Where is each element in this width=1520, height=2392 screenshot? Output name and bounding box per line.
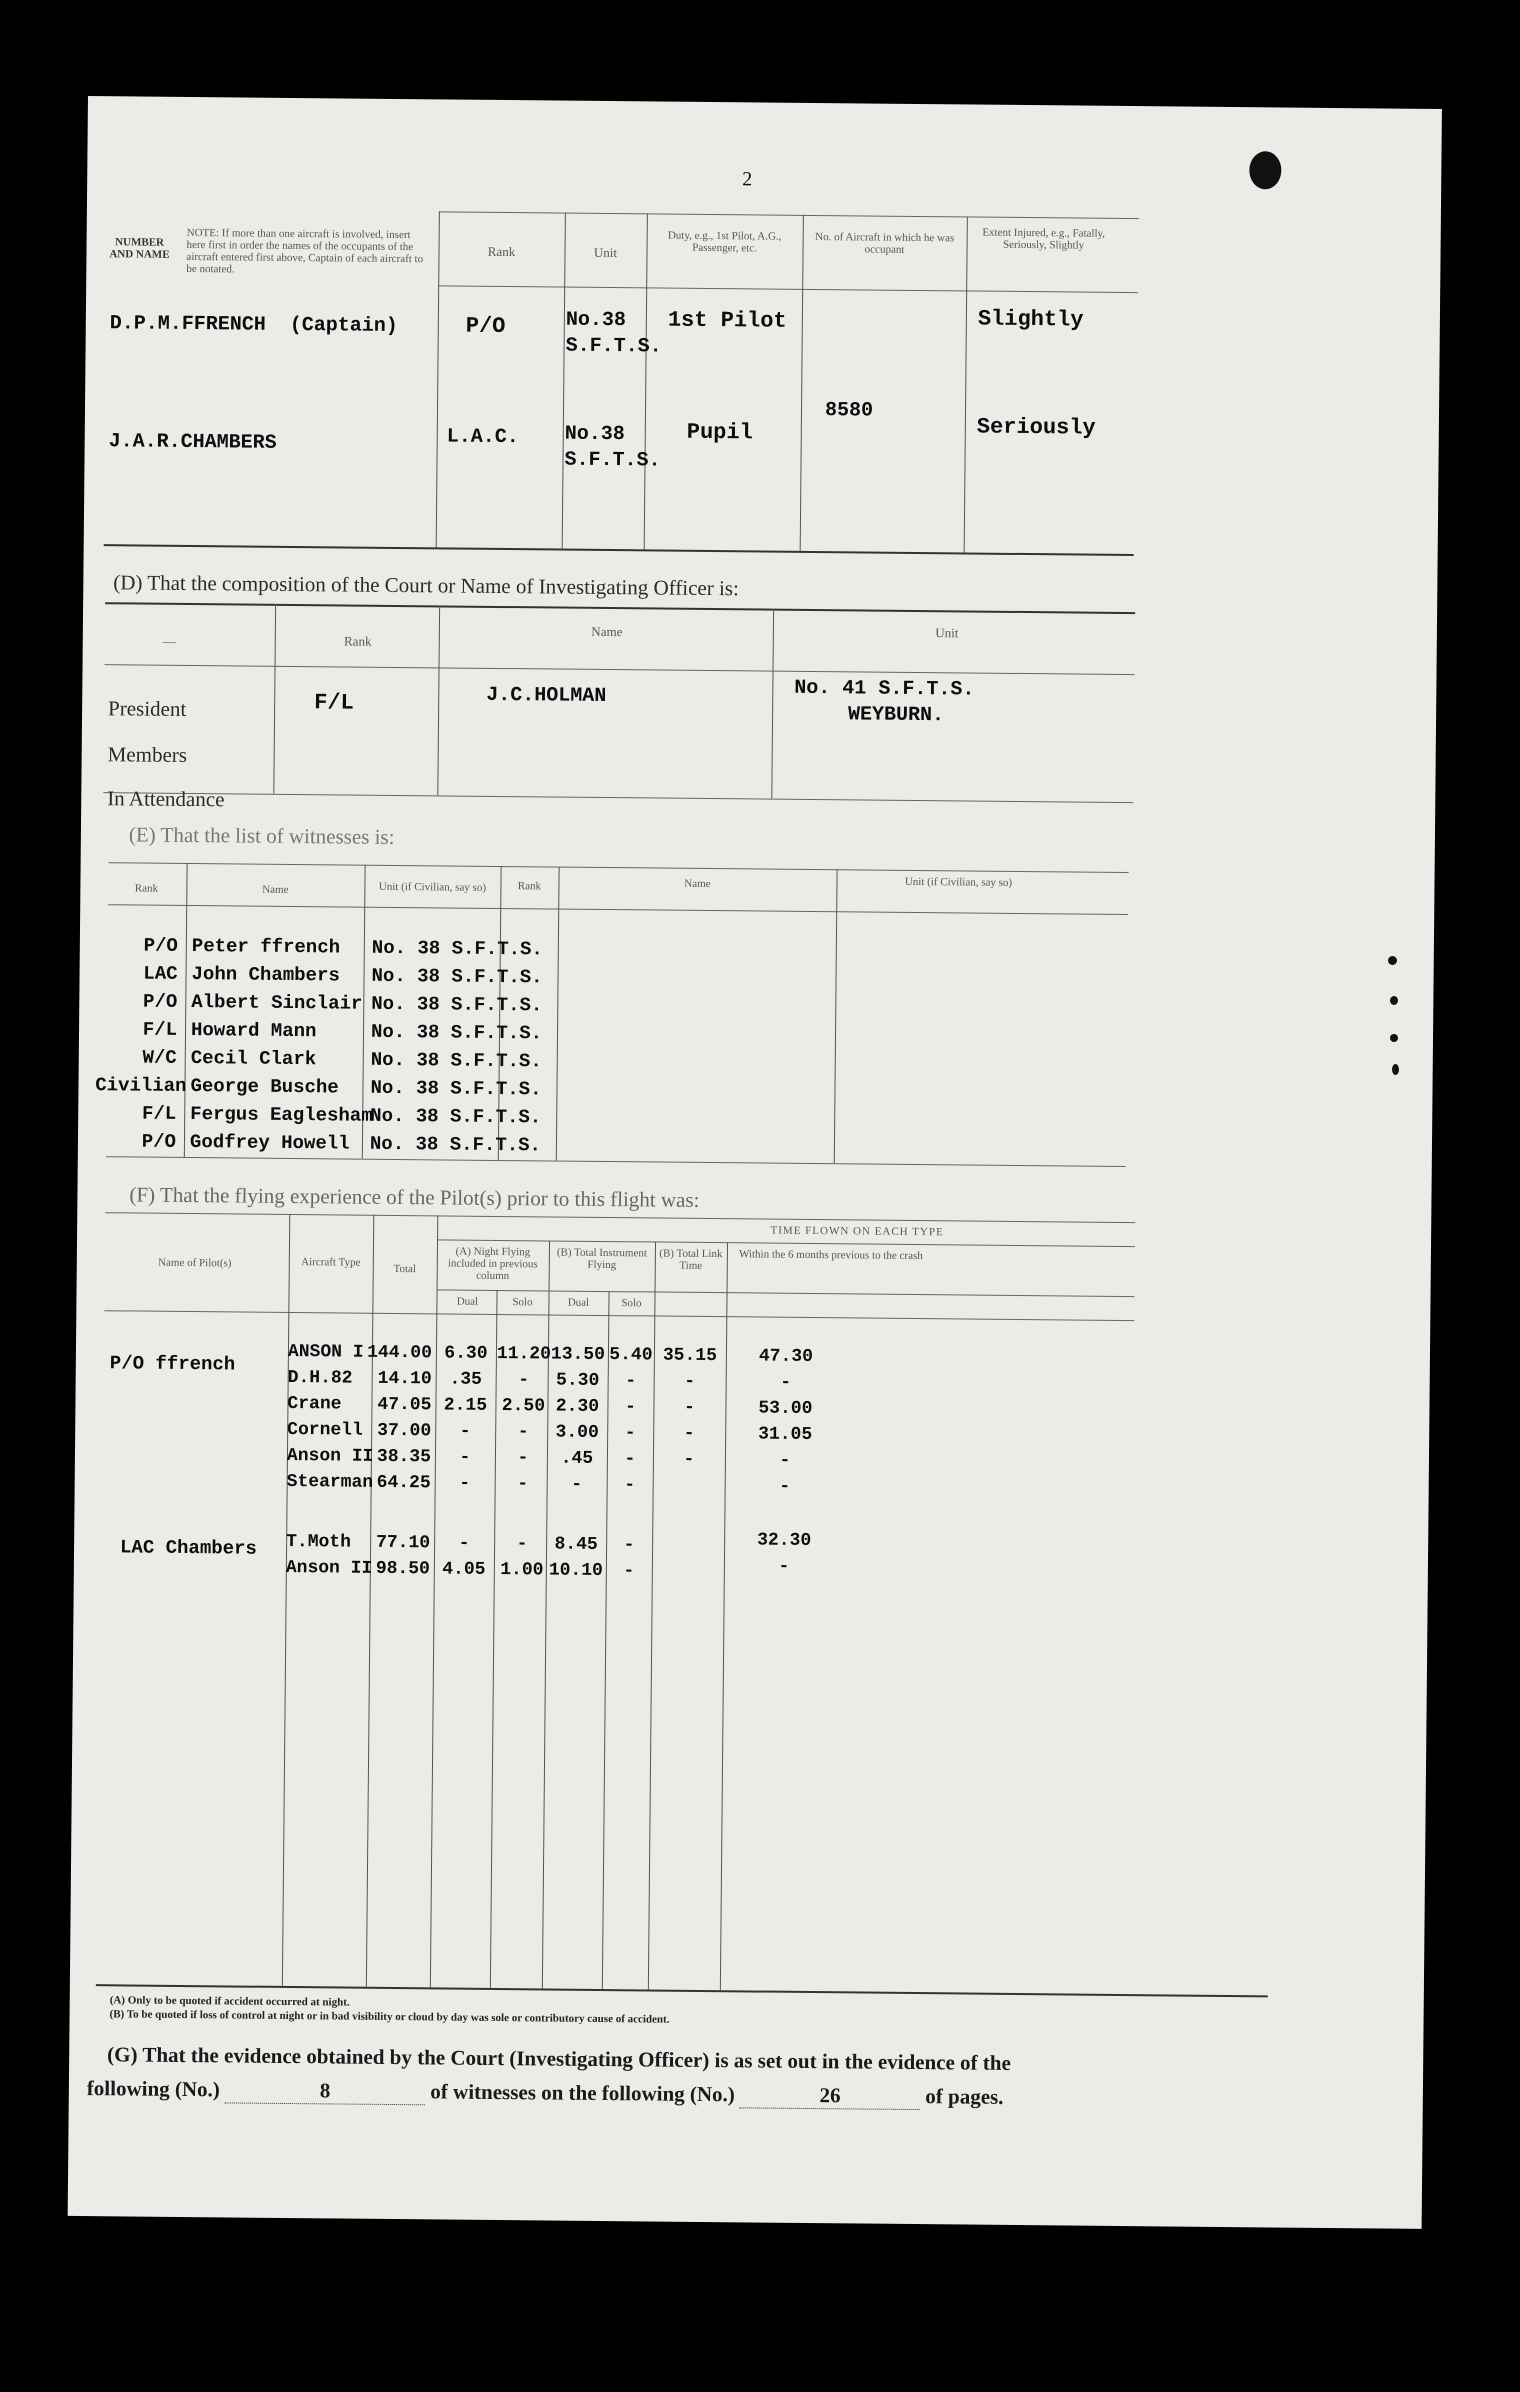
occupant-unit: S.F.T.S. <box>565 334 662 359</box>
six-month-hours: 53.00 <box>758 1398 813 1420</box>
occupant-name: J.A.R.CHAMBERS <box>108 430 277 455</box>
occupant-name: D.P.M.FFRENCH (Captain) <box>109 312 398 338</box>
section-d-heading: (D) That the composition of the Court or Name of Investigating Officer is: <box>113 570 740 601</box>
table-f-divider <box>366 1215 374 1987</box>
table-f-divider <box>282 1214 290 1986</box>
footnote-b: (B) To be quoted if loss of control at night or in bad visibility or cloud by day was sole or contributory cause of accident. <box>109 2008 670 2026</box>
aircraft-type: Stearman <box>286 1471 374 1493</box>
instrument-solo: - <box>624 1397 636 1418</box>
header-six-months: Within the 6 months previous to the crash <box>738 1248 923 1263</box>
witness-rank: P/O <box>142 990 178 1013</box>
president-unit: No. 41 S.F.T.S. <box>794 676 975 702</box>
aircraft-type: D.H.82 <box>287 1367 353 1389</box>
six-month-hours: - <box>779 1450 791 1471</box>
night-dual: .35 <box>449 1369 482 1390</box>
witness-name: Fergus Eaglesham <box>190 1103 373 1127</box>
witness-name: John Chambers <box>191 963 340 987</box>
occupant-unit: No.38 <box>565 308 626 333</box>
page-count: 26 <box>740 2082 920 2110</box>
role-in-attendance: In Attendance <box>107 786 225 812</box>
instrument-solo: 5.40 <box>609 1345 653 1366</box>
link-time: - <box>683 1449 695 1470</box>
scan-mark <box>1390 996 1398 1005</box>
night-solo: - <box>518 1370 530 1391</box>
header-rank: Rank <box>134 882 159 895</box>
witness-rank: LAC <box>143 962 178 985</box>
instrument-dual: 5.30 <box>555 1370 600 1391</box>
header-aircraft-no: No. of Aircraft in which he was occupant <box>815 230 955 256</box>
occupant-rank: P/O <box>465 313 506 340</box>
six-month-hours: 31.05 <box>758 1424 813 1446</box>
page-number: 2 <box>742 168 753 191</box>
aircraft-type: ANSON I <box>287 1341 364 1363</box>
aircraft-type: Anson II <box>286 1445 374 1467</box>
witness-unit: No. 38 S.F.T.S. <box>370 1020 543 1045</box>
table-e-divider <box>184 863 188 1157</box>
table-c-divider <box>644 213 648 549</box>
instrument-solo: - <box>624 1475 636 1496</box>
role-president: President <box>108 696 187 721</box>
total-hours: 47.05 <box>377 1394 432 1416</box>
table-c-divider <box>562 213 566 549</box>
total-hours: 38.35 <box>376 1446 432 1468</box>
pages-end: of pages. <box>925 2084 1004 2109</box>
occupant-injury: Seriously <box>976 414 1096 441</box>
table-c-divider <box>964 216 968 552</box>
night-solo: - <box>517 1448 529 1469</box>
six-month-hours: 32.30 <box>757 1530 812 1552</box>
night-solo: 11.20 <box>496 1343 552 1365</box>
witness-name: Albert Sinclair <box>191 991 363 1015</box>
witness-rank: F/L <box>141 1102 177 1125</box>
header-rank: Rank <box>343 633 372 649</box>
role-members: Members <box>107 742 188 767</box>
six-month-hours: - <box>779 1476 791 1497</box>
header-type: Aircraft Type <box>301 1256 361 1269</box>
total-hours: 77.10 <box>376 1532 431 1554</box>
aircraft-type: Crane <box>287 1393 342 1415</box>
header-rank-2: Rank <box>517 880 542 893</box>
instrument-solo: - <box>625 1371 637 1392</box>
witness-rank: P/O <box>141 1130 177 1153</box>
header-unit: Unit <box>593 244 618 261</box>
witness-rank: Civilian <box>95 1074 187 1097</box>
section-g-line-1: (G) That the evidence obtained by the Court (Investigating Officer) is as set out in the evidence of the <box>107 2042 1011 2075</box>
occupants-note: NOTE: If more than one aircraft is involved, insert here first in order the names of the occupants of the aircraft entered first above, Captain of each aircraft to be notated. <box>186 226 424 276</box>
table-f-top-rule <box>105 1212 1135 1223</box>
header-link: (B) Total Link Time <box>659 1247 723 1272</box>
table-e-top-rule <box>109 862 1129 873</box>
table-f-divider <box>602 1291 610 1989</box>
section-g-line-2 <box>87 2076 1004 2111</box>
header-rank: Rank <box>487 243 516 260</box>
night-dual: - <box>458 1533 470 1554</box>
table-f-header-rule <box>104 1310 1134 1321</box>
header-solo-2: Solo <box>621 1297 642 1310</box>
witness-name: Godfrey Howell <box>189 1131 350 1155</box>
table-e-bottom-rule <box>106 1156 1126 1167</box>
instrument-dual: 13.50 <box>550 1344 606 1366</box>
table-c-header-rule <box>438 285 1138 293</box>
instrument-solo: - <box>624 1449 636 1470</box>
night-dual: - <box>459 1421 471 1442</box>
occupant-injury: Slightly <box>977 306 1084 333</box>
witness-unit: No. 38 S.F.T.S. <box>371 964 543 989</box>
header-night: (A) Night Flying included in previous column <box>447 1245 538 1283</box>
instrument-dual: .45 <box>560 1448 594 1469</box>
witnesses-middle: of witnesses on the following (No.) <box>430 2079 735 2107</box>
header-name-2: Name <box>684 877 711 891</box>
six-month-hours: - <box>780 1372 792 1393</box>
link-time: - <box>684 1371 696 1392</box>
aircraft-type: Cornell <box>287 1419 363 1441</box>
following-label: following (No.) <box>86 2076 220 2102</box>
section-f-heading: (F) That the flying experience of the Pilot(s) prior to this flight was: <box>129 1182 700 1212</box>
witness-unit: No. 38 S.F.T.S. <box>371 936 543 961</box>
table-e-divider <box>556 867 560 1161</box>
header-name: Name <box>262 883 289 896</box>
night-dual: 6.30 <box>444 1343 488 1364</box>
link-time: 35.15 <box>662 1345 718 1367</box>
occupant-duty: Pupil <box>686 419 753 446</box>
total-hours: 64.25 <box>376 1472 431 1494</box>
header-injury: Extent Injured, e.g., Fatally, Seriously, Slightly <box>982 226 1106 252</box>
header-dash: — <box>162 633 176 649</box>
witness-rank: W/C <box>142 1046 177 1069</box>
header-unit: Unit <box>935 625 959 641</box>
header-name: Name <box>591 623 623 640</box>
total-hours: 14.10 <box>377 1368 432 1390</box>
aircraft-type: T.Moth <box>286 1531 352 1553</box>
link-time: - <box>683 1423 695 1444</box>
instrument-dual: 8.45 <box>554 1534 598 1555</box>
occupant-unit: S.F.T.S. <box>564 448 661 473</box>
six-month-hours: - <box>778 1556 790 1577</box>
scan-mark <box>1388 956 1397 965</box>
header-dual-2: Dual <box>567 1296 590 1309</box>
night-dual: 2.15 <box>443 1395 488 1416</box>
instrument-solo: - <box>623 1535 635 1556</box>
header-unit-2: Unit (if Civilian, say so) <box>904 875 1013 889</box>
header-duty: Duty, e.g., 1st Pilot, A.G., Passenger, etc. <box>667 229 782 255</box>
table-d-top-rule <box>105 602 1135 614</box>
instrument-solo: - <box>624 1423 636 1444</box>
night-solo: - <box>516 1534 528 1555</box>
instrument-solo: - <box>623 1561 635 1582</box>
witness-name: Peter ffrench <box>191 935 341 959</box>
witness-rank: F/L <box>142 1018 178 1041</box>
table-d-header-rule <box>105 664 1135 675</box>
witness-count: 8 <box>225 2077 425 2105</box>
table-c-bottom-rule <box>104 544 1134 556</box>
president-name: J.C.HOLMAN <box>486 683 607 709</box>
night-dual: 4.05 <box>442 1559 486 1580</box>
footnote-a: (A) Only to be quoted if accident occurred at night. <box>109 1994 350 2009</box>
section-e-heading: (E) That the list of witnesses is: <box>128 822 395 849</box>
table-c-divider <box>800 215 804 551</box>
six-month-hours: 47.30 <box>758 1346 814 1368</box>
header-pilot: Name of Pilot(s) <box>158 1256 232 1270</box>
witness-rank: P/O <box>143 934 178 957</box>
header-total: Total <box>393 1262 417 1276</box>
header-time-flown: TIME FLOWN ON EACH TYPE <box>770 1224 944 1239</box>
night-solo: - <box>517 1422 529 1443</box>
instrument-dual: 10.10 <box>548 1560 603 1582</box>
instrument-dual: 2.30 <box>555 1396 600 1417</box>
witness-name: Howard Mann <box>190 1019 317 1043</box>
table-e-divider <box>834 869 838 1163</box>
header-instrument: (B) Total Instrument Flying <box>556 1246 648 1272</box>
header-solo: Solo <box>512 1296 533 1309</box>
president-rank: F/L <box>314 690 354 716</box>
pilot-name: P/O ffrench <box>109 1352 236 1376</box>
total-hours: 98.50 <box>375 1558 430 1580</box>
scan-mark <box>1390 1034 1398 1042</box>
instrument-dual: - <box>571 1474 583 1495</box>
table-f-divider <box>490 1290 498 1988</box>
occupant-unit: No.38 <box>564 422 625 447</box>
instrument-dual: 3.00 <box>555 1422 599 1443</box>
witness-unit: No. 38 S.F.T.S. <box>370 1076 542 1101</box>
table-d-divider <box>771 609 774 799</box>
president-unit: WEYBURN. <box>847 703 945 728</box>
total-hours: 144.00 <box>367 1342 433 1364</box>
occupant-rank: L.A.C. <box>446 425 519 450</box>
link-time: - <box>683 1397 695 1418</box>
occupant-duty: 1st Pilot <box>667 307 787 334</box>
table-f-divider <box>430 1215 438 1987</box>
total-hours: 37.00 <box>377 1420 432 1442</box>
witness-unit: No. 38 S.F.T.S. <box>370 1104 542 1129</box>
table-e-header-rule <box>108 904 1128 915</box>
table-d-divider <box>437 605 440 795</box>
scan-mark <box>1392 1064 1399 1075</box>
table-d-divider <box>273 604 276 794</box>
document-page <box>68 96 1442 2229</box>
punch-hole-mark <box>1249 151 1281 189</box>
table-c-divider <box>436 211 440 547</box>
header-dual: Dual <box>456 1295 479 1308</box>
table-d-bottom-rule <box>103 792 1133 803</box>
night-dual: - <box>459 1447 471 1468</box>
night-solo: 2.50 <box>501 1396 546 1417</box>
number-and-name-label: NUMBER AND NAME <box>109 236 170 261</box>
header-unit: Unit (if Civilian, say so) <box>378 880 487 894</box>
night-solo: 1.00 <box>500 1560 544 1581</box>
aircraft-type: Anson II <box>285 1557 373 1579</box>
night-dual: - <box>459 1473 471 1494</box>
pilot-name: LAC Chambers <box>119 1536 257 1560</box>
witness-unit: No. 38 S.F.T.S. <box>370 1048 542 1073</box>
aircraft-number: 8580 <box>824 399 874 423</box>
table-c-top-rule <box>439 211 1139 219</box>
witness-name: Cecil Clark <box>190 1047 317 1071</box>
witness-unit: No. 38 S.F.T.S. <box>369 1132 542 1157</box>
witness-name: George Busche <box>190 1075 339 1099</box>
night-solo: - <box>517 1474 529 1495</box>
witness-unit: No. 38 S.F.T.S. <box>371 992 543 1017</box>
